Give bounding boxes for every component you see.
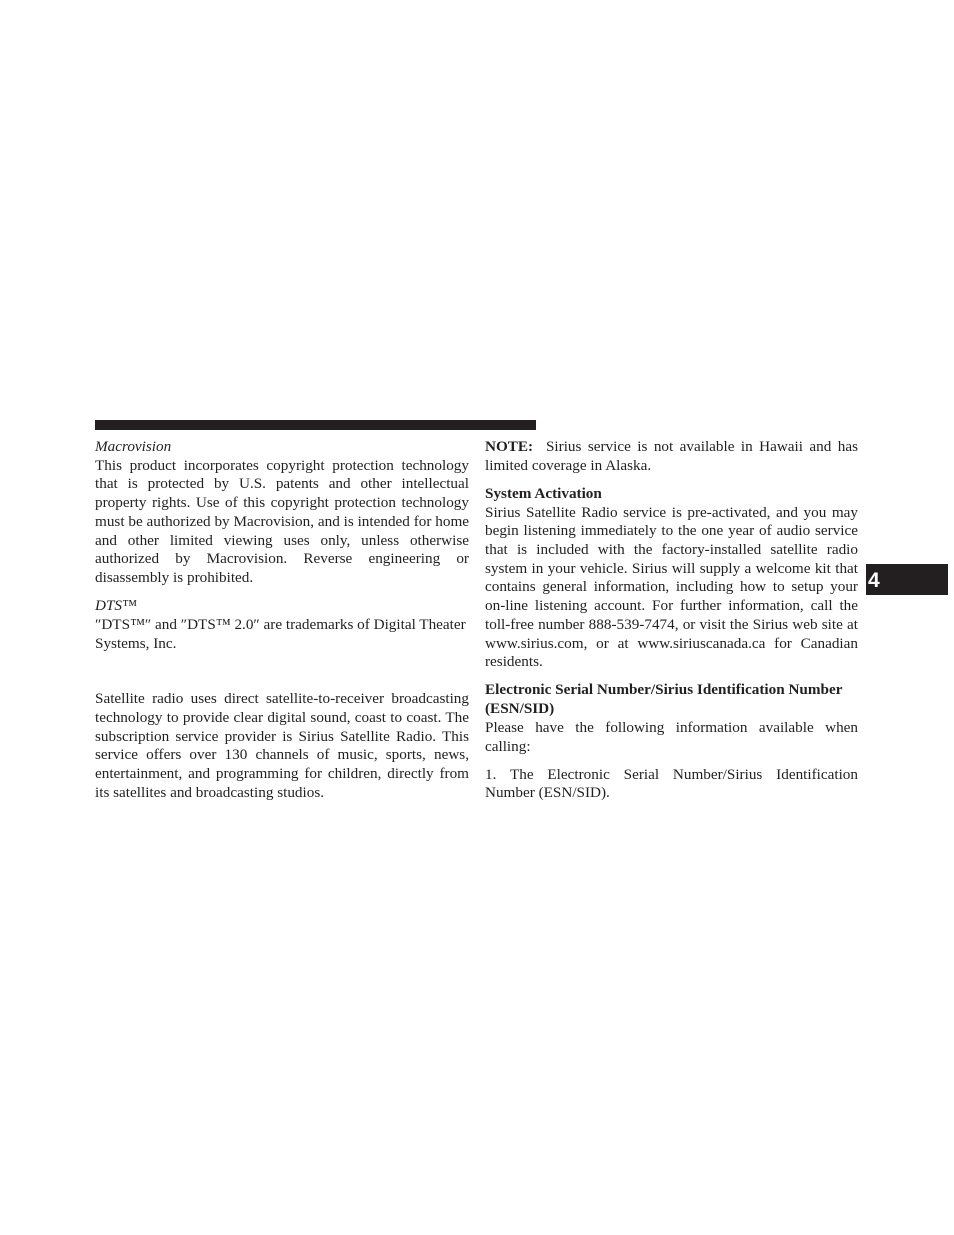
satellite-radio-paragraph: Satellite radio uses direct satellite-to-receiver broadcasting technology to provide clear digital sound, coast to coast. The subscription service provider is Sirius Satellite Radio. This service offers over 130 channels of music, sports, news, entertainment, and programming for children, directly from its satellites and broadcasting studios. <box>95 690 469 801</box>
note-label: NOTE: <box>485 438 534 455</box>
note-text: Sirius service is not available in Hawaii and has limited coverage in Alaska. <box>485 438 858 474</box>
macrovision-paragraph: This product incorporates copyright protection technology that is protected by U.S. patents and other intellectual property rights. Use of this copyright protection technology must be authorized by Macrovision, and is intended for home and other limited viewing uses only, unless otherwise authorized by Macrovision. Reverse engineering or disassembly is prohibited. <box>95 456 469 586</box>
chapter-tab <box>866 564 948 595</box>
system-activation-heading: System Activation <box>485 484 602 502</box>
esn-sid-paragraph: Please have the following information available when calling: <box>485 718 858 755</box>
section-divider-bar <box>95 420 536 430</box>
note-paragraph <box>485 438 858 475</box>
macrovision-heading: Macrovision <box>95 438 172 455</box>
dts-heading: DTS™ <box>95 597 137 615</box>
dts-paragraph: ″DTS™″ and ″DTS™ 2.0″ are trademarks of Digital Theater Systems, Inc. <box>95 615 466 652</box>
left-column <box>95 438 469 802</box>
right-column <box>485 438 858 803</box>
chapter-number: 4 <box>868 569 880 592</box>
esn-sid-list-item: 1. The Electronic Serial Number/Sirius Identification Number (ESN/SID). <box>485 765 858 802</box>
esn-sid-heading: Electronic Serial Number/Sirius Identification Number (ESN/SID) <box>485 681 843 718</box>
system-activation-paragraph: Sirius Satellite Radio service is pre-activated, and you may begin listening immediately to the one year of audio service that is included with the factory-installed satellite radio system in your vehicle. Sirius will supply a welcome kit that contains general information, including how to setup your on-line listening account. For further information, call the toll-free number 888-539-7474, or visit the Sirius web site at www.sirius.com, or at www.siriuscanada.ca for Canadian residents. <box>485 503 858 671</box>
